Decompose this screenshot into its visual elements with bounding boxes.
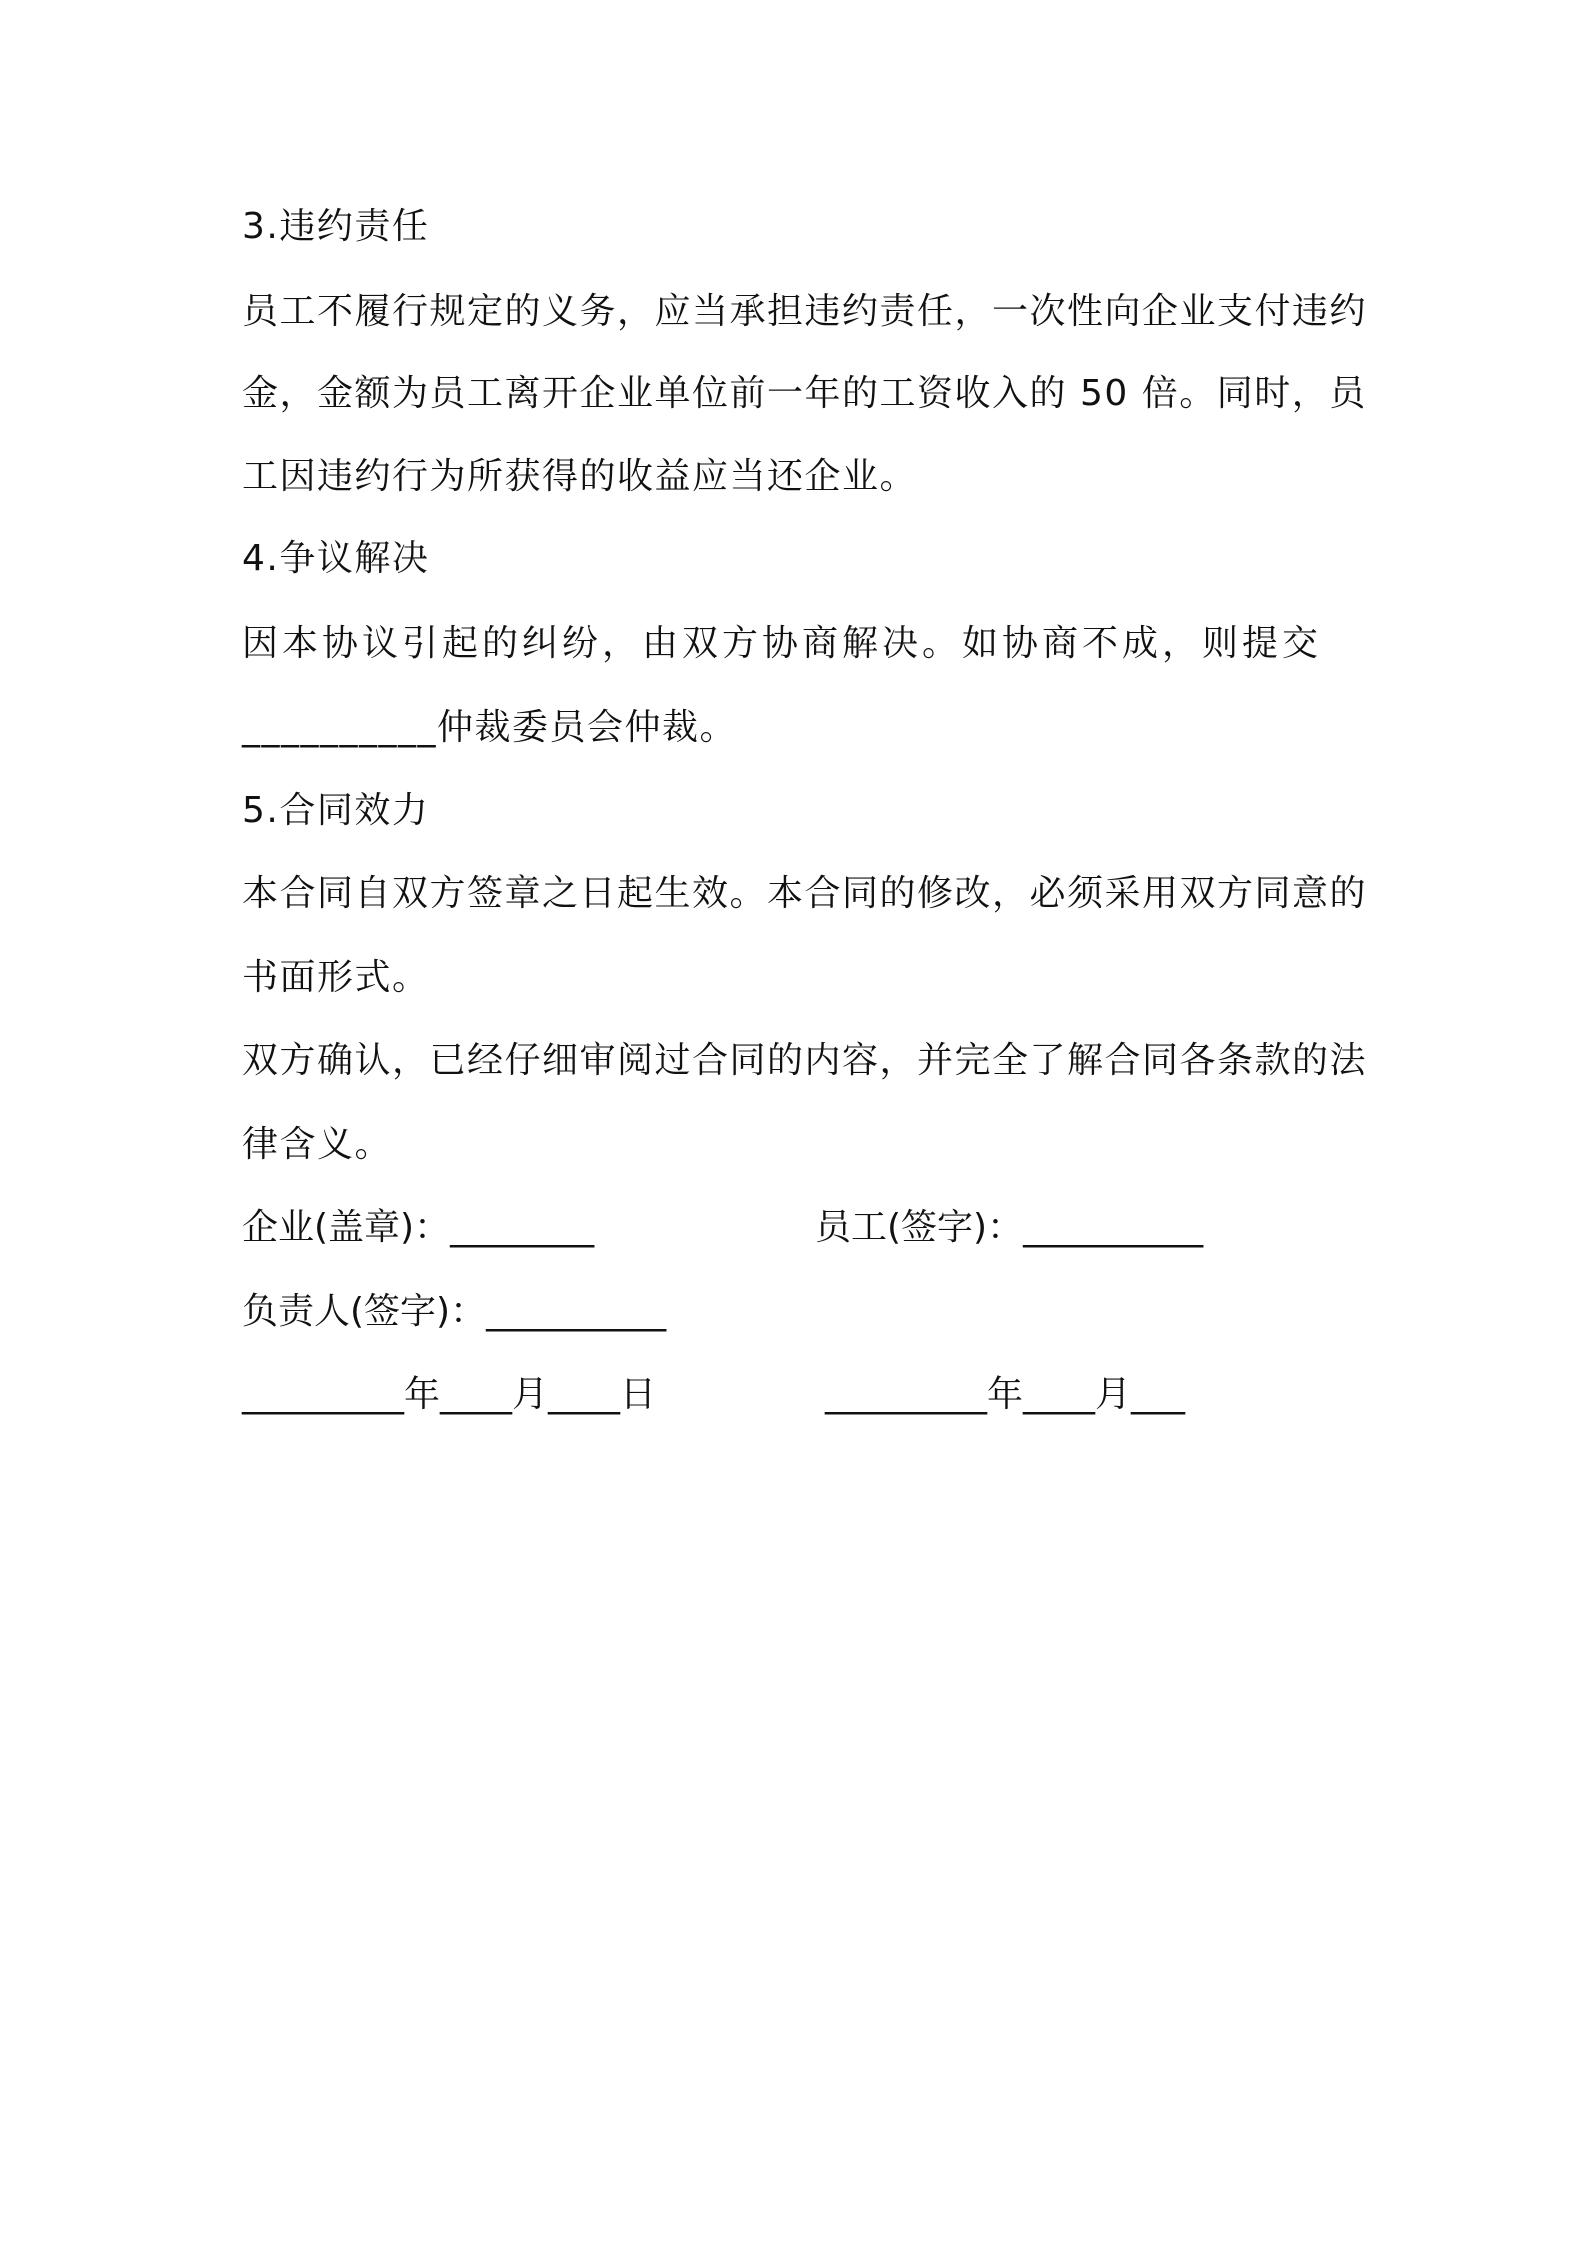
- paragraph-line: 律含义。: [242, 1124, 393, 1165]
- paragraph-line: 员工不履行规定的义务，应当承担违约责任，一次性向企业支付违约: [242, 291, 1368, 332]
- paragraph-line: 因本协议引起的纠纷，由双方协商解决。如协商不成，则提交: [242, 623, 1323, 664]
- paragraph-line: 双方确认，已经仔细审阅过合同的内容，并完全了解合同各条款的法: [242, 1040, 1368, 1081]
- section-heading-breach: 3.违约责任: [242, 206, 430, 247]
- paragraph-line: 金，金额为员工离开企业单位前一年的工资收入的 50 倍。同时，员: [242, 373, 1367, 414]
- paragraph-line: 书面形式。: [242, 957, 430, 998]
- enterprise-seal-field: 企业(盖章)：________: [242, 1207, 595, 1248]
- section-heading-effect: 5.合同效力: [242, 790, 430, 831]
- paragraph-line: 本合同自双方签章之日起生效。本合同的修改，必须采用双方同意的: [242, 873, 1368, 914]
- date-field-left: _________年____月____日: [242, 1374, 656, 1415]
- section-heading-dispute: 4.争议解决: [242, 538, 430, 579]
- date-field-right: _________年____月___: [825, 1374, 1185, 1415]
- principal-signature-field: 负责人(签字)：__________: [242, 1291, 667, 1332]
- paragraph-line: __________仲裁委员会仲裁。: [242, 707, 738, 748]
- employee-signature-field: 员工(签字)：__________: [815, 1207, 1204, 1248]
- paragraph-line: 工因违约行为所获得的收益应当还企业。: [242, 456, 918, 497]
